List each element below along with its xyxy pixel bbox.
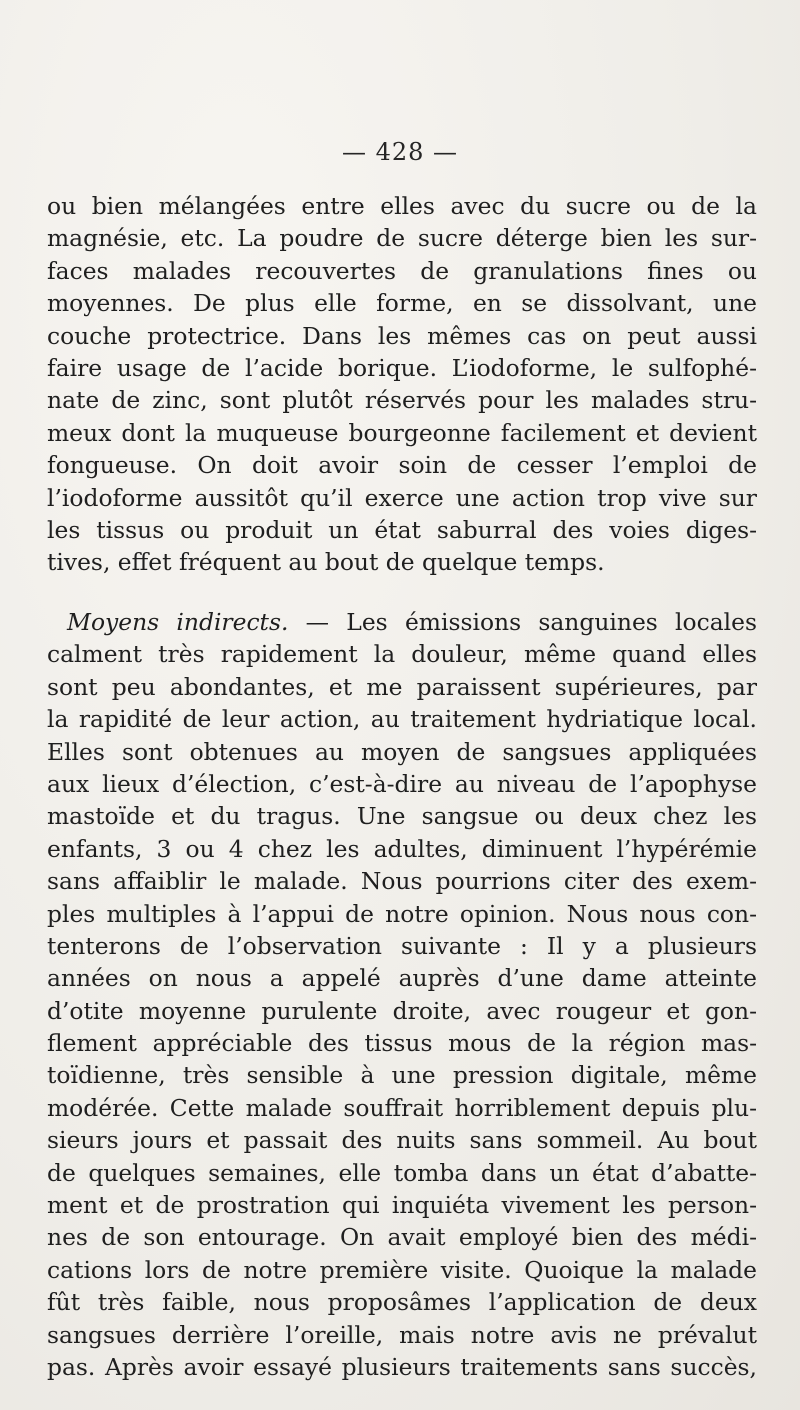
- text-line: fongueuse. On doit avoir soin de cesser l’emploi de: [47, 451, 757, 480]
- text-line: la rapidité de leur action, au traitement hydriatique local.: [47, 705, 757, 734]
- paragraph-1: [47, 190, 757, 579]
- text-line: d’otite moyenne purulente droite, avec rougeur et gon-: [47, 996, 757, 1025]
- text-line: tives, effet fréquent au bout de quelque temps.: [47, 548, 605, 577]
- text-line: de quelques semaines, elle tomba dans un état d’abatte-: [47, 1158, 757, 1187]
- text-line: meux dont la muqueuse bourgeonne facilement et devient: [47, 418, 757, 447]
- text-line: sieurs jours et passait des nuits sans sommeil. Au bout: [47, 1126, 757, 1155]
- page-number: — 428 —: [341, 138, 459, 166]
- text-line: les tissus ou produit un état saburral des voies diges-: [47, 515, 757, 544]
- text-line: modérée. Cette malade souffrait horriblement depuis plu-: [47, 1093, 757, 1122]
- text-line: faire usage de l’acide borique. L’iodoforme, le sulfophé-: [47, 353, 757, 382]
- text-line: sangsues derrière l’oreille, mais notre avis ne prévalut: [47, 1320, 757, 1349]
- text-line: faces malades recouvertes de granulations fines ou: [47, 256, 757, 285]
- text-line: nate de zinc, sont plutôt réservés pour les malades stru-: [47, 386, 757, 415]
- text-line: sont peu abondantes, et me paraissent supérieures, par: [47, 672, 757, 701]
- text-line: toïdienne, très sensible à une pression digitale, même: [47, 1061, 757, 1090]
- text-line: pas. Après avoir essayé plusieurs traitements sans succès,: [47, 1352, 757, 1381]
- paragraph-2-first-line: [47, 606, 757, 638]
- text-line: flement appréciable des tissus mous de la région mas-: [47, 1029, 757, 1058]
- text-line: magnésie, etc. La poudre de sucre déterge bien les sur-: [47, 224, 757, 253]
- text-line: cations lors de notre première visite. Quoique la malade: [47, 1255, 757, 1284]
- text-line: couche protectrice. Dans les mêmes cas on peut aussi: [47, 321, 757, 350]
- first-line-text: — Les émissions sanguines locales: [288, 608, 757, 636]
- text-line: enfants, 3 ou 4 chez les adultes, diminuent l’hypérémie: [47, 834, 757, 863]
- text-line: sans affaiblir le malade. Nous pourrions citer des exem-: [47, 867, 757, 896]
- text-line: mastoïde et du tragus. Une sangsue ou deux chez les: [47, 802, 757, 831]
- section-heading: Moyens indirects.: [67, 608, 289, 636]
- text-line: aux lieux d’élection, c’est-à-dire au niveau de l’apophyse: [47, 769, 757, 798]
- paragraph-2: [47, 606, 757, 1383]
- text-line: années on nous a appelé auprès d’une dame atteinte: [47, 964, 757, 993]
- text-line: Elles sont obtenues au moyen de sangsues appliquées: [47, 737, 757, 766]
- text-line: fût très faible, nous proposâmes l’application de deux: [47, 1288, 757, 1317]
- text-line: ment et de prostration qui inquiéta vivement les person-: [47, 1191, 757, 1220]
- text-line: calment très rapidement la douleur, même quand elles: [47, 640, 757, 669]
- text-line: ples multiples à l’appui de notre opinion. Nous nous con-: [47, 899, 757, 928]
- text-line: nes de son entourage. On avait employé bien des médi-: [47, 1223, 757, 1252]
- text-line: moyennes. De plus elle forme, en se dissolvant, une: [47, 289, 757, 318]
- text-line: tenterons de l’observation suivante : Il y a plusieurs: [47, 931, 757, 960]
- text-line: l’iodoforme aussitôt qu’il exerce une action trop vive sur: [47, 483, 757, 512]
- text-line: ou bien mélangées entre elles avec du sucre ou de la: [47, 192, 757, 220]
